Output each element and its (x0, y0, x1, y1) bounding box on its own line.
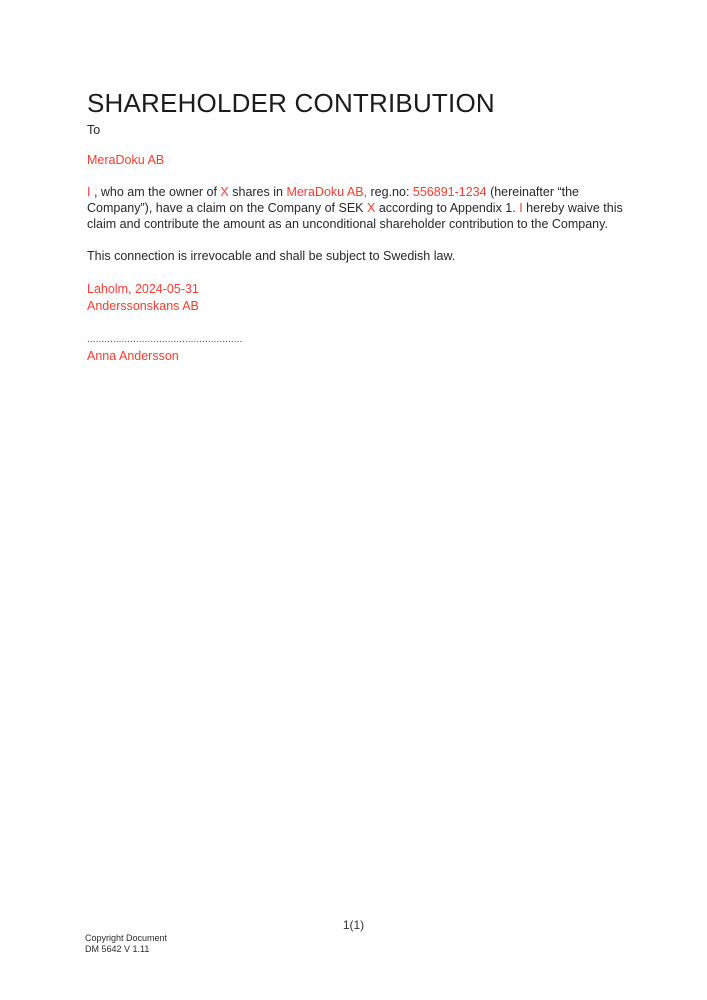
signature-block (87, 281, 635, 315)
signature-company: Anderssonskans AB (87, 299, 199, 313)
field-sek-amount: X (367, 201, 376, 215)
claim-text-3: reg.no: (367, 185, 413, 199)
field-company-name: MeraDoku AB, (286, 185, 368, 199)
salutation: To (87, 123, 101, 137)
law-paragraph: This connection is irrevocable and shall be subject to Swedish law. (87, 249, 456, 263)
signatory-name: Anna Andersson (87, 349, 179, 363)
signature-line: ...................................................... (87, 335, 243, 345)
page-number: 1(1) (342, 918, 365, 932)
footer (85, 933, 167, 954)
claim-text-6: hereby waive this claim and contribute the amount as an unconditional shareholder contribution to the Company. (87, 201, 623, 231)
recipient-company: MeraDoku AB (87, 153, 165, 167)
claim-text-4: (hereinafter “the Company”), have a claim on the Company of SEK (87, 185, 580, 215)
signature-place-date: Laholm, 2024-05-31 (87, 282, 199, 296)
field-reg-number: 556891-1234 (412, 185, 487, 199)
field-owner-name: I (87, 185, 91, 199)
claim-text-2: shares in (228, 185, 287, 199)
claim-text-1: , who am the owner of (90, 185, 221, 199)
claim-paragraph (87, 184, 635, 232)
claim-text-5: according to Appendix 1. (375, 201, 520, 215)
field-owner-name-2: I (519, 201, 523, 215)
document-content (87, 88, 635, 364)
field-share-count: X (220, 185, 229, 199)
document-title: SHAREHOLDER CONTRIBUTION (87, 88, 495, 118)
footer-version: DM 5642 V 1.11 (85, 943, 150, 954)
footer-copyright: Copyright Document (85, 933, 168, 943)
